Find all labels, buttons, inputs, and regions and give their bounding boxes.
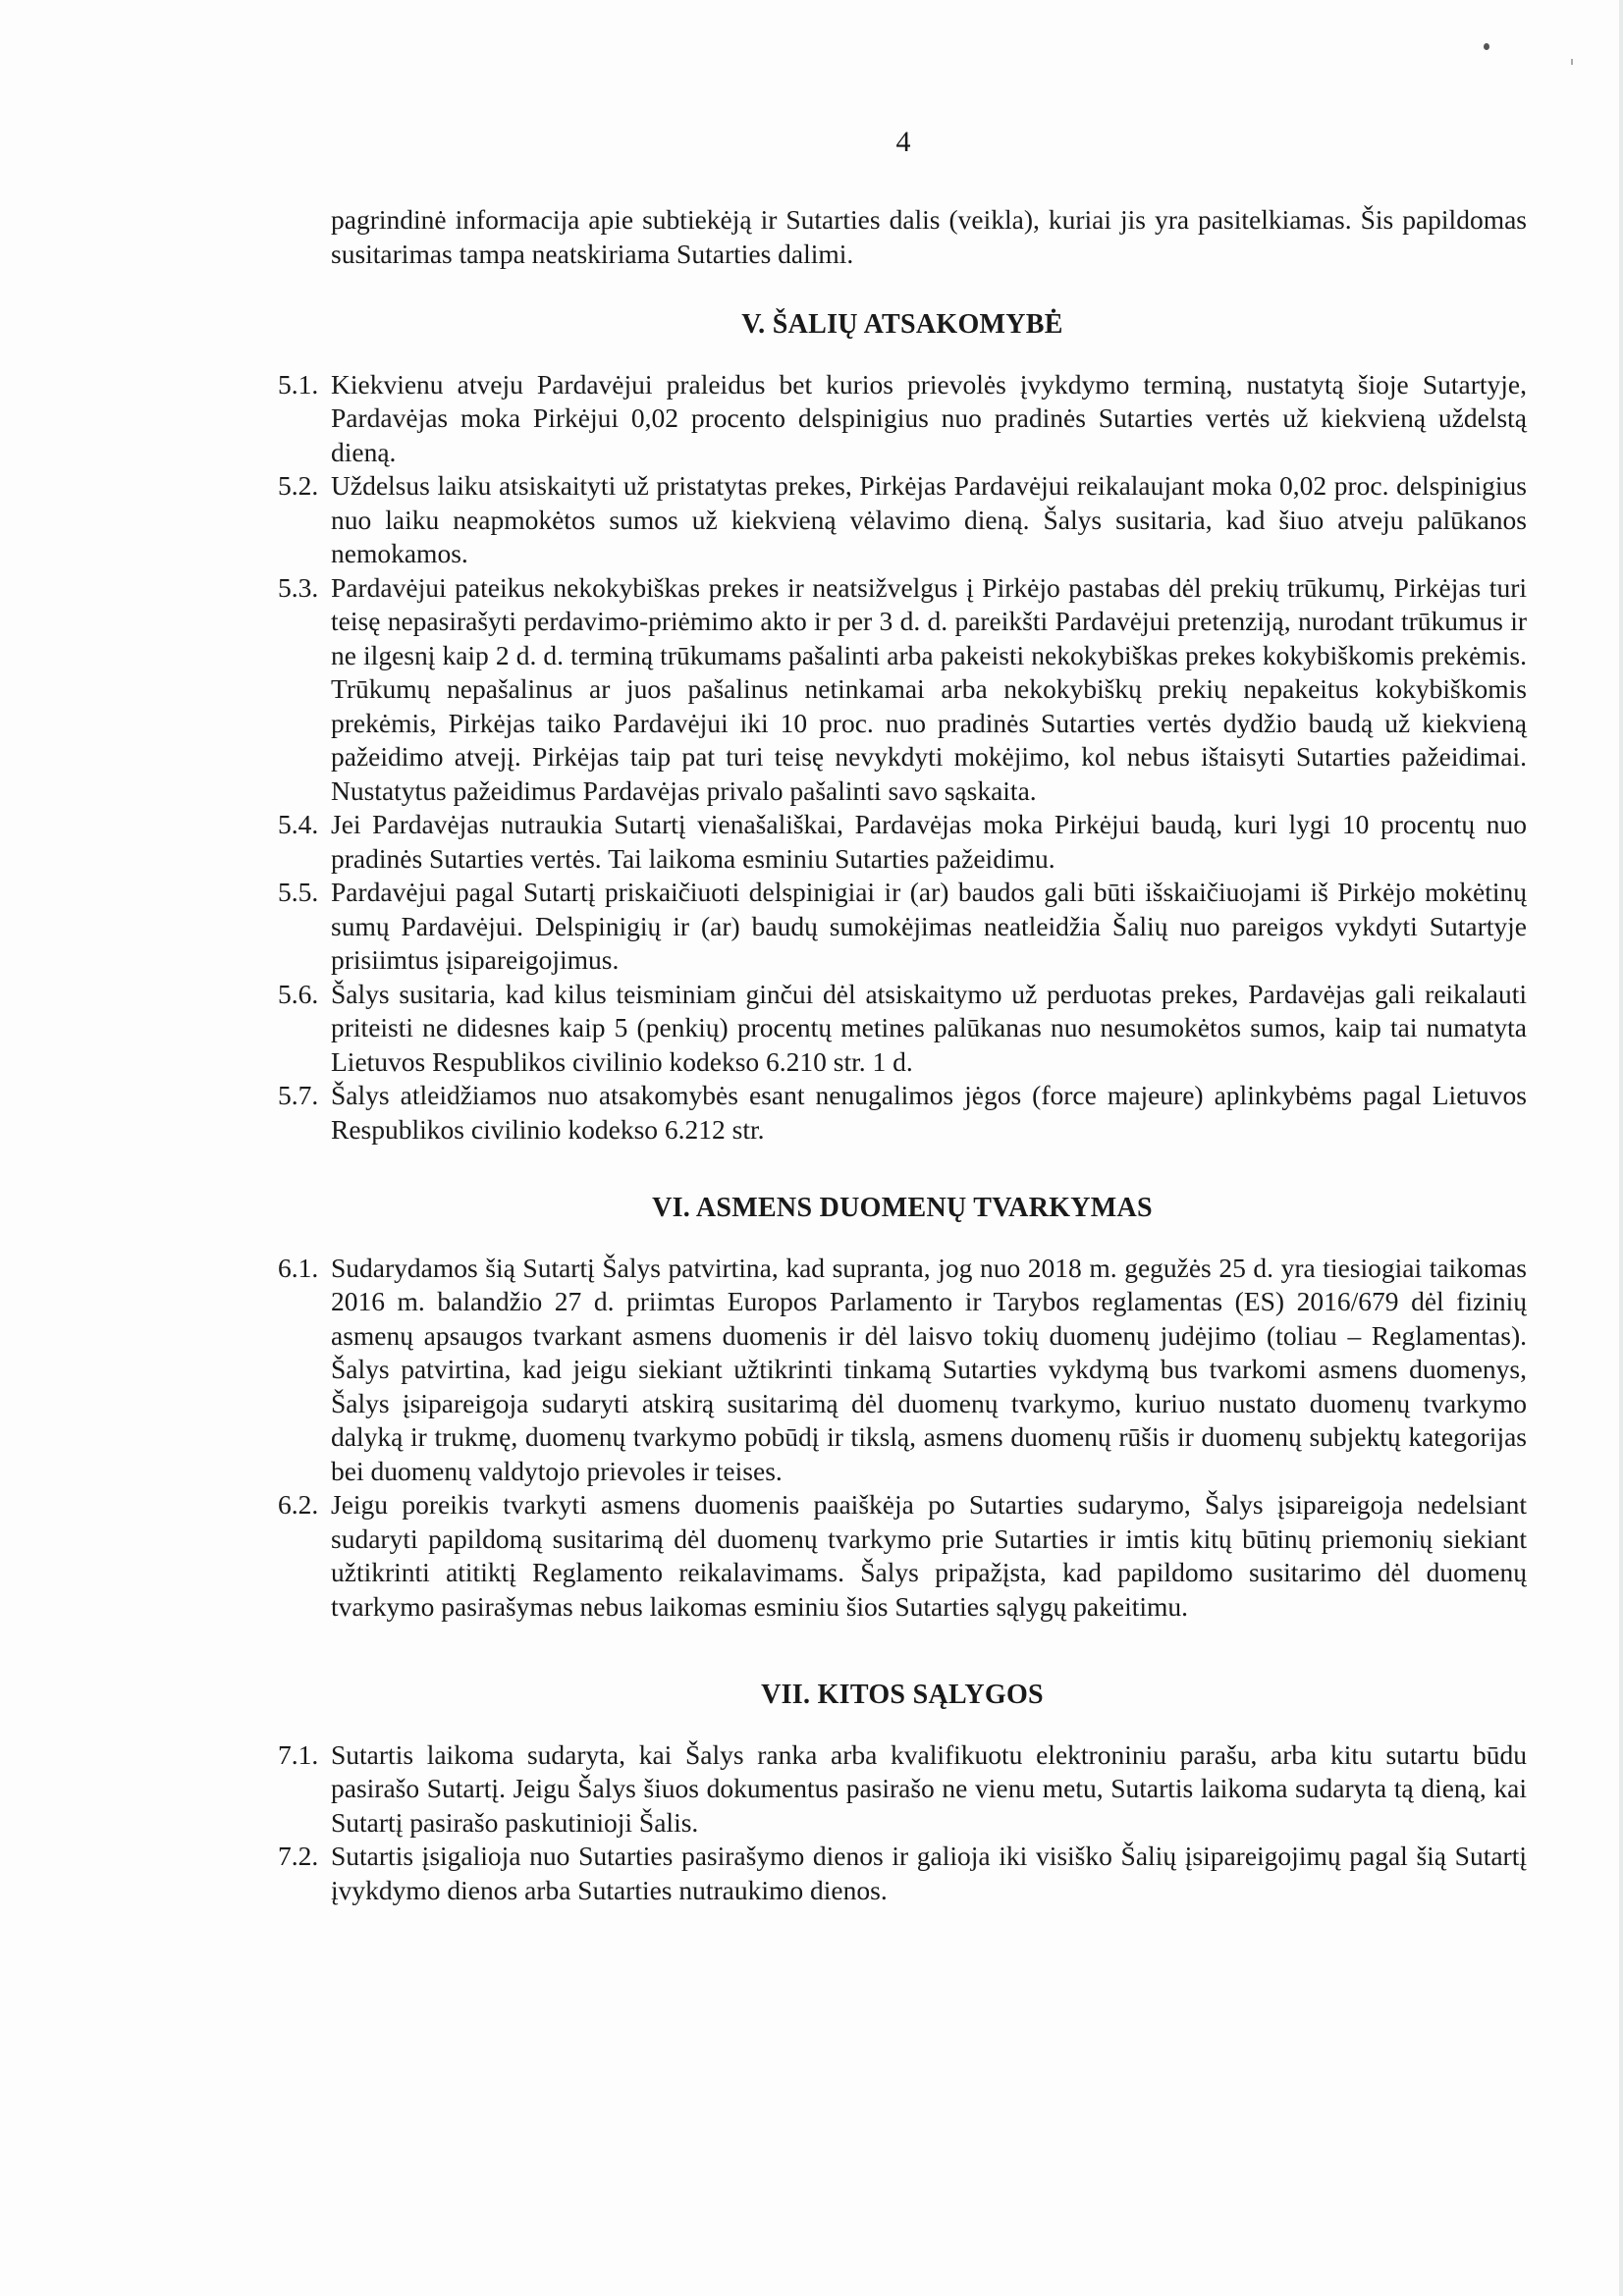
- clause-text: Kiekvienu atveju Pardavėjui praleidus bet kurios prievolės įvykdymo terminą, nustatytą šioje Sutartyje, Pardavėjas moka Pirkėjui 0,02 procento delspinigius nuo pradinės Sutarties vertės už kiekvieną uždelstą dieną.: [331, 368, 1527, 467]
- clause-number: 7.1.: [278, 1738, 319, 1770]
- section-title: V. ŠALIŲ ATSAKOMYBĖ: [741, 309, 1063, 340]
- clause-text: Jei Pardavėjas nutraukia Sutartį vienašališkai, Pardavėjas moka Pirkėjui baudą, kuri lygi 10 procentų nuo pradinės Sutarties vertės. Tai laikoma esminiu Sutarties pažeidimu.: [331, 809, 1527, 874]
- clause-5-7: [278, 1079, 1527, 1147]
- scan-edge: [1619, 0, 1623, 2296]
- section-personal-data: [278, 1192, 1527, 1624]
- clause-number: 6.2.: [278, 1489, 319, 1520]
- clause-text: Pardavėjui pateikus nekokybiškas prekes ir neatsižvelgus į Pirkėjo pastabas dėl prekių trūkumų, Pirkėjas turi teisę nepasirašyti perdavimo-priėmimo akto ir per 3 d. d. pareikšti Pardavėjui pretenziją, nurodant trūkumus ir ne ilgesnį kaip 2 d. d. terminą trūkumams pašalinti arba pakeisti nekokybiškas prekes kokybiškomis prekėmis. Trūkumų nepašalinus ar juos pašalinus netinkamai arba nekokybiškų prekių nepakeitus kokybiškomis prekėmis, Pirkėjas taiko Pardavėjui iki 10 proc. nuo pradinės Sutarties vertės dydžio baudą už kiekvieną pažeidimo atvejį. Pirkėjas taip pat turi teisę nevykdyti mokėjimo, kol nebus ištaisyti Sutarties pažeidimai. Nustatytus pažeidimus Pardavėjas privalo pašalinti savo sąskaita.: [331, 571, 1527, 806]
- clause-text: Šalys susitaria, kad kilus teisminiam ginčui dėl atsiskaitymo už perduotas prekes, Pardavėjas gali reikalauti priteisti ne didesnes kaip 5 (penkių) procentų metines palūkanas nuo nesumokėtos sumos, kaip tai numatyta Lietuvos Respublikos civilinio kodekso 6.210 str. 1 d.: [331, 978, 1527, 1077]
- page-number: 4: [895, 126, 911, 158]
- clause-6-1: [278, 1252, 1527, 1489]
- document-body: [278, 203, 1527, 1907]
- scan-speck: [1484, 43, 1489, 50]
- intro-paragraph: pagrindinė informacija apie subtiekėją ir Sutarties dalis (veikla), kuriai jis yra pasitelkiamas. Šis papildomas susitarimas tampa neatskiriama Sutarties dalimi.: [331, 204, 1527, 269]
- clause-text: Sutartis įsigalioja nuo Sutarties pasirašymo dienos ir galioja iki visiško Šalių įsipareigojimų pagal šią Sutartį įvykdymo dienos arba Sutarties nutraukimo dienos.: [331, 1841, 1527, 1905]
- clause-number: 7.2.: [278, 1841, 319, 1871]
- clause-number: 5.6.: [278, 978, 319, 1009]
- clause-number: 5.3.: [278, 571, 319, 603]
- clause-5-3: [278, 571, 1527, 809]
- clause-number: 5.1.: [278, 368, 319, 400]
- clause-number: 5.5.: [278, 877, 319, 907]
- clause-5-4: [278, 808, 1527, 876]
- clause-number: 5.7.: [278, 1080, 319, 1110]
- clause-6-2: [278, 1488, 1527, 1624]
- section-liability: [278, 308, 1527, 1147]
- clause-5-5: [278, 876, 1527, 978]
- clause-5-2: [278, 469, 1527, 571]
- clause-text: Pardavėjui pagal Sutartį priskaičiuoti delspinigiai ir (ar) baudos gali būti išskaičiuojami iš Pirkėjo mokėtinų sumų Pardavėjui. Delspinigių ir (ar) baudų sumokėjimas neatleidžia Šalių nuo pareigos vykdyti Sutartyje prisiimtus įsipareigojimus.: [331, 877, 1527, 975]
- clause-text: Šalys atleidžiamos nuo atsakomybės esant nenugalimos jėgos (force majeure) aplinkybėms pagal Lietuvos Respublikos civilinio kodekso 6.212 str.: [331, 1080, 1527, 1145]
- section-other-terms: [278, 1679, 1527, 1907]
- clause-5-1: [278, 368, 1527, 470]
- clause-5-6: [278, 978, 1527, 1080]
- clause-number: 5.4.: [278, 809, 319, 839]
- clause-7-2: [278, 1840, 1527, 1907]
- section-title: VII. KITOS SĄLYGOS: [761, 1680, 1044, 1710]
- section-title: VI. ASMENS DUOMENŲ TVARKYMAS: [652, 1193, 1153, 1223]
- clause-text: Uždelsus laiku atsiskaityti už pristatytas prekes, Pirkėjas Pardavėjui reikalaujant moka 0,02 proc. delspinigius nuo laiku neapmokėtos sumos už kiekvieną vėlavimo dieną. Šalys susitaria, kad šiuo atveju palūkanos nemokamos.: [331, 470, 1527, 568]
- scan-speck: [1571, 59, 1573, 65]
- clause-number: 5.2.: [278, 470, 319, 501]
- clause-text: Sutartis laikoma sudaryta, kai Šalys ranka arba kvalifikuotu elektroniniu parašu, arba kitu sutartu būdu pasirašo Sutartį. Jeigu Šalys šiuos dokumentus pasirašo ne vienu metu, Sutartis laikoma sudaryta tą dieną, kai Sutartį pasirašo paskutinioji Šalis.: [331, 1738, 1527, 1838]
- clause-text: Jeigu poreikis tvarkyti asmens duomenis paaiškėja po Sutarties sudarymo, Šalys įsipareigoja nedelsiant sudaryti papildomą susitarimą dėl duomenų tvarkymo prie Sutarties ir imtis kitų būtinų priemonių siekiant užtikrinti atitiktį Reglamento reikalavimams. Šalys pripažįsta, kad papildomo susitarimo dėl duomenų tvarkymo pasirašymas nebus laikomas esminiu šios Sutarties sąlygų pakeitimu.: [331, 1489, 1527, 1622]
- clause-text: Sudarydamos šią Sutartį Šalys patvirtina, kad supranta, jog nuo 2018 m. gegužės 25 d. yra tiesiogiai taikomas 2016 m. balandžio 27 d. priimtas Europos Parlamento ir Tarybos reglamentas (ES) 2016/679 dėl fizinių asmenų apsaugos tvarkant asmens duomenis ir dėl laisvo tokių duomenų judėjimo (toliau – Reglamentas). Šalys patvirtina, kad jeigu siekiant užtikrinti tinkamą Sutarties vykdymą bus tvarkomi asmens duomenys, Šalys įsipareigoja sudaryti atskirą susitarimą dėl duomenų tvarkymo, kuriuo nustato duomenų tvarkymo dalyką ir trukmę, duomenų tvarkymo pobūdį ir tikslą, asmens duomenų rūšis ir duomenų subjektų kategorijas bei duomenų valdytojo prievoles ir teises.: [331, 1252, 1527, 1486]
- clause-number: 6.1.: [278, 1252, 319, 1283]
- clause-7-1: [278, 1738, 1527, 1841]
